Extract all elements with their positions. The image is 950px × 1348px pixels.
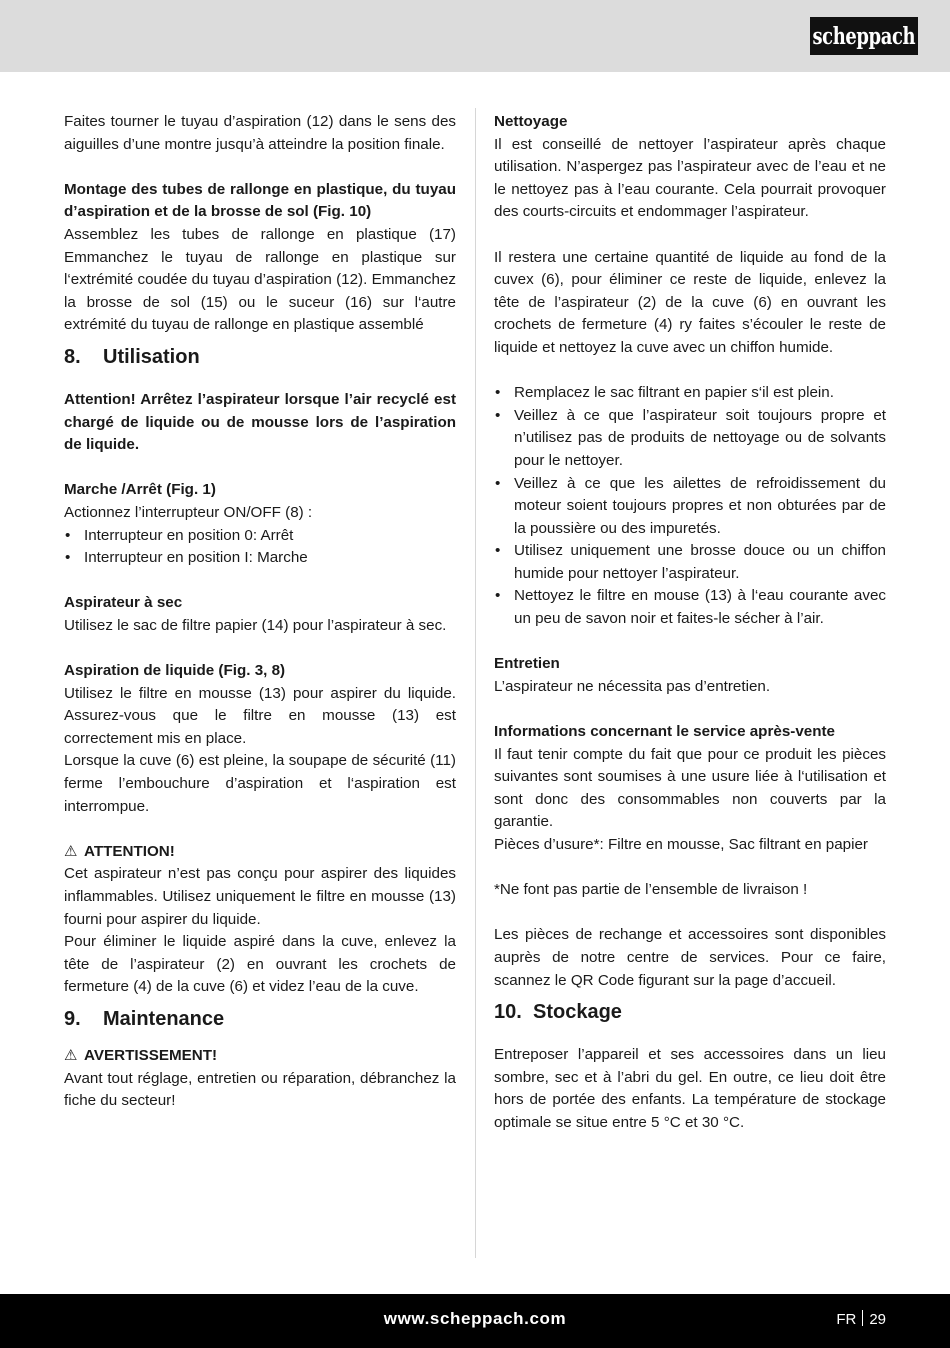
nettoyage-heading: Nettoyage	[494, 113, 568, 130]
right-column	[494, 111, 886, 1135]
footer-separator	[862, 1310, 863, 1326]
section-9-heading: 9. Maintenance	[64, 1007, 225, 1030]
list-item: • Interrupteur en position 0: Arrêt	[64, 525, 456, 548]
footer-website-link[interactable]: www.scheppach.com	[383, 1309, 567, 1328]
liquide-paragraph-1: Utilisez le filtre en mousse (13) pour aspirer du liquide. Assurez-vous que le filtre en mousse (13) est correctement mis en place.	[64, 684, 456, 747]
stockage-paragraph: Entreposer l’appareil et ses accessoires dans un lieu sombre, sec et à l’abri du gel. En outre, ce lieu doit être hors de portée des enfants. La température de stockage optimale se situe entre 5 °C et 30 °C.	[494, 1046, 886, 1131]
montage-heading: Montage des tubes de rallonge en plastique, du tuyau d’aspiration et de la brosse de sol (Fig. 10)	[64, 180, 456, 221]
marche-list	[64, 525, 456, 570]
attention-paragraph-2: Pour éliminer le liquide aspiré dans la cuve, enlevez la tête de l’aspirateur (2) en ouvrant les crochets de fermeture (4) de la cuve (6) et videz l’eau de la cuve.	[64, 933, 456, 996]
warning-triangle-icon: ⚠	[64, 842, 78, 860]
list-item: • Nettoyez le filtre en mouse (13) à l‘eau courante avec un peu de savon noir et faites-le sécher à l’air.	[494, 585, 886, 630]
sec-heading: Aspirateur à sec	[64, 594, 183, 612]
list-item: • Utilisez uniquement une brosse douce ou un chiffon humide pour nettoyer l’aspirateur.	[494, 540, 886, 585]
left-column	[64, 111, 456, 1113]
montage-paragraph: Assemblez les tubes de rallonge en plastique (17) Emmanchez le tuyau de rallonge en plastique sur l‘extrémité coudée du tuyau d’aspiration (12). Emmanchez la brosse de sol (15) ou le suceur (16) sur l‘autre extrémité du tuyau de rallonge en plastique assemblé	[64, 225, 456, 334]
entretien-heading: Entretien	[494, 655, 560, 673]
nettoyage-paragraph-2: Il restera une certaine quantité de liquide au fond de la cuvex (6), pour éliminer ce reste de liquide, enlevez la tête de l’aspirateur (2) de la cuve (6) en ouvrant les crochets de fermeture (4) ry faites s’écouler le reste de liquide et nettoyez la cuve avec un chiffon humide.	[494, 248, 886, 356]
marche-heading: Marche /Arrêt (Fig. 1)	[64, 481, 216, 499]
brand-logo: scheppach	[810, 17, 918, 55]
nettoyage-list	[494, 382, 886, 631]
service-note: *Ne font pas partie de l’ensemble de livraison !	[494, 881, 808, 899]
list-item: • Veillez à ce que l’aspirateur soit toujours propre et n’utilisez pas de produits de nettoyage ou de solvants pour le nettoyer.	[494, 405, 886, 473]
list-item: • Remplacez le sac filtrant en papier s‘il est plein.	[494, 382, 886, 405]
section-10-heading: 10. Stockage	[494, 1001, 622, 1024]
avertissement-heading: ⚠ AVERTISSEMENT!	[64, 1045, 456, 1068]
entretien-paragraph: L’aspirateur ne nécessita pas d’entretien.	[494, 677, 771, 695]
intro-paragraph: Faites tourner le tuyau d’aspiration (12) dans le sens des aiguilles d’une montre jusqu’à atteindre la position finale.	[64, 113, 456, 153]
service-paragraph-2: Pièces d’usure*: Filtre en mousse, Sac filtrant en papier	[494, 836, 868, 853]
service-paragraph-3: Les pièces de rechange et accessoires sont disponibles auprès de notre centre de services. Pour ce faire, scannez le QR Code figurant sur la page d’accueil.	[494, 926, 886, 989]
list-item: • Veillez à ce que les ailettes de refroidissement du moteur soient toujours propres et non obturées par de la poussière ou des impuretés.	[494, 473, 886, 541]
attention-paragraph-1: Cet aspirateur n’est pas conçu pour aspirer des liquides inflammables. Utilisez uniquement le filtre en mousse (13) fourni pour aspirer du liquide.	[64, 865, 456, 928]
footer-bar	[0, 1294, 950, 1348]
page-indicator	[836, 1310, 886, 1328]
attention-heading: ⚠ ATTENTION!	[64, 841, 456, 864]
page-number: 29	[869, 1311, 886, 1328]
liquide-paragraph-2: Lorsque la cuve (6) est pleine, la soupape de sécurité (11) ferme l’embouchure d’aspiration et l‘aspiration est interrompue.	[64, 752, 456, 815]
language-code: FR	[836, 1311, 857, 1328]
list-item: • Interrupteur en position I: Marche	[64, 547, 456, 570]
sec-paragraph: Utilisez le sac de filtre papier (14) pour l’aspirateur à sec.	[64, 616, 447, 634]
service-heading: Informations concernant le service après-vente	[494, 723, 835, 741]
marche-paragraph: Actionnez l’interrupteur ON/OFF (8) :	[64, 503, 313, 521]
nettoyage-paragraph-1: Il est conseillé de nettoyer l’aspirateur après chaque utilisation. N’aspergez pas l’aspirateur avec de l’eau et ne le nettoyez pas à l’eau courante. Cela pourrait provoquer des courts-circuits et endommager l’aspirateur.	[494, 135, 886, 221]
warning-triangle-icon: ⚠	[64, 1046, 78, 1064]
liquide-heading: Aspiration de liquide (Fig. 3, 8)	[64, 662, 286, 680]
section-8-heading: 8. Utilisation	[64, 345, 200, 368]
column-divider	[475, 108, 476, 1258]
service-paragraph-1: Il faut tenir compte du fait que pour ce produit les pièces suivantes sont soumises à une usure liée à l‘utilisation et sont donc des consommables non couverts par la garantie.	[494, 745, 886, 831]
header-band	[0, 0, 950, 72]
avertissement-paragraph: Avant tout réglage, entretien ou réparation, débranchez la fiche du secteur!	[64, 1069, 456, 1110]
attention-warning: Attention! Arrêtez l’aspirateur lorsque l’air recyclé est chargé de liquide ou de mousse lors de l’aspiration de liquide.	[64, 390, 456, 454]
